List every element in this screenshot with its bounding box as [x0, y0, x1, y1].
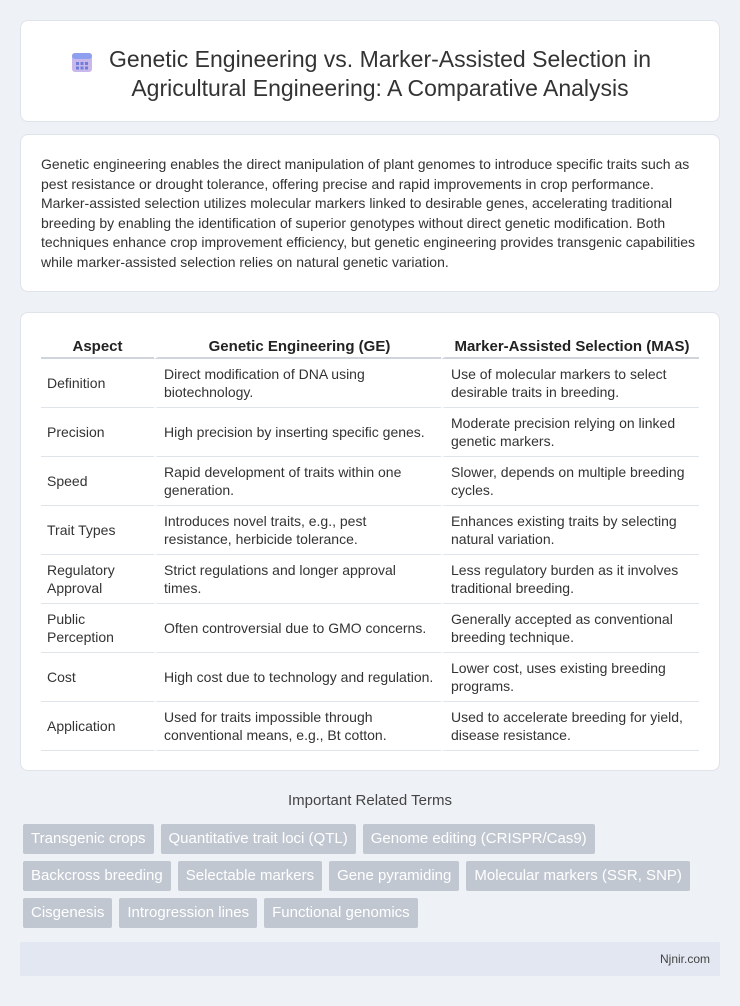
row-mas: Use of molecular markers to select desirable traits in breeding.: [441, 359, 699, 408]
comparison-table: [41, 331, 699, 751]
term-tag[interactable]: Cisgenesis: [23, 898, 112, 928]
term-row: [23, 824, 723, 854]
table-row: [41, 506, 699, 555]
term-tag[interactable]: Selectable markers: [178, 861, 322, 891]
footer-site[interactable]: Njnir.com: [659, 952, 710, 966]
title-wrap: [21, 45, 719, 103]
row-aspect: Public Perception: [41, 604, 154, 653]
page-title: Genetic Engineering vs. Marker-Assisted Selection in Agricultural Engineering: A Comparative Analysis: [108, 46, 652, 101]
table-row: [41, 408, 699, 457]
table-row: [41, 653, 699, 702]
row-aspect: Definition: [41, 359, 154, 408]
table-header-row: [41, 331, 699, 359]
calendar-grid-icon: [71, 51, 93, 73]
term-tag[interactable]: Transgenic crops: [23, 824, 154, 854]
row-aspect: Application: [41, 702, 154, 751]
row-mas: Slower, depends on multiple breeding cycles.: [441, 457, 699, 506]
row-mas: Generally accepted as conventional breeding technique.: [441, 604, 699, 653]
term-tag[interactable]: Introgression lines: [119, 898, 257, 928]
table-row: [41, 359, 699, 408]
header-mas: Marker-Assisted Selection (MAS): [441, 331, 699, 359]
term-tag[interactable]: Molecular markers (SSR, SNP): [466, 861, 690, 891]
row-mas: Moderate precision relying on linked genetic markers.: [441, 408, 699, 457]
row-aspect: Trait Types: [41, 506, 154, 555]
intro-card: [20, 134, 720, 292]
term-tag[interactable]: Gene pyramiding: [329, 861, 459, 891]
row-mas: Used to accelerate breeding for yield, disease resistance.: [441, 702, 699, 751]
row-ge: Introduces novel traits, e.g., pest resistance, herbicide tolerance.: [154, 506, 441, 555]
term-row: [23, 861, 723, 891]
row-aspect: Precision: [41, 408, 154, 457]
table-row: [41, 702, 699, 751]
table-row: [41, 555, 699, 604]
term-tag[interactable]: Genome editing (CRISPR/Cas9): [363, 824, 595, 854]
comparison-table-card: [20, 312, 720, 771]
related-terms-heading: Important Related Terms: [288, 792, 452, 809]
table-row: [41, 457, 699, 506]
row-aspect: Cost: [41, 653, 154, 702]
related-terms: [23, 824, 723, 935]
row-mas: Lower cost, uses existing breeding programs.: [441, 653, 699, 702]
table-row: [41, 604, 699, 653]
row-mas: Less regulatory burden as it involves traditional breeding.: [441, 555, 699, 604]
term-tag[interactable]: Backcross breeding: [23, 861, 171, 891]
row-ge: High cost due to technology and regulation.: [154, 653, 441, 702]
row-aspect: Speed: [41, 457, 154, 506]
row-ge: Rapid development of traits within one generation.: [154, 457, 441, 506]
footer: [20, 942, 720, 976]
row-mas: Enhances existing traits by selecting natural variation.: [441, 506, 699, 555]
row-ge: Direct modification of DNA using biotechnology.: [154, 359, 441, 408]
term-tag[interactable]: Functional genomics: [264, 898, 418, 928]
title-card: [20, 20, 720, 122]
term-row: [23, 898, 723, 928]
row-ge: Used for traits impossible through conventional means, e.g., Bt cotton.: [154, 702, 441, 751]
header-aspect: Aspect: [41, 331, 154, 359]
row-ge: Strict regulations and longer approval times.: [154, 555, 441, 604]
intro-paragraph: Genetic engineering enables the direct manipulation of plant genomes to introduce specific traits such as pest resistance or drought tolerance, offering precise and rapid improvements in crop performance. Marker-assisted selection utilizes molecular markers linked to desirable genes, accelerating traditional breeding by enabling the identification of superior genotypes without direct genetic modification. Both techniques enhance crop improvement efficiency, but genetic engineering provides transgenic capabilities while marker-assisted selection relies on natural genetic variation.: [41, 156, 695, 270]
row-aspect: Regulatory Approval: [41, 555, 154, 604]
header-ge: Genetic Engineering (GE): [154, 331, 441, 359]
term-tag[interactable]: Quantitative trait loci (QTL): [161, 824, 356, 854]
row-ge: High precision by inserting specific genes.: [154, 408, 441, 457]
row-ge: Often controversial due to GMO concerns.: [154, 604, 441, 653]
